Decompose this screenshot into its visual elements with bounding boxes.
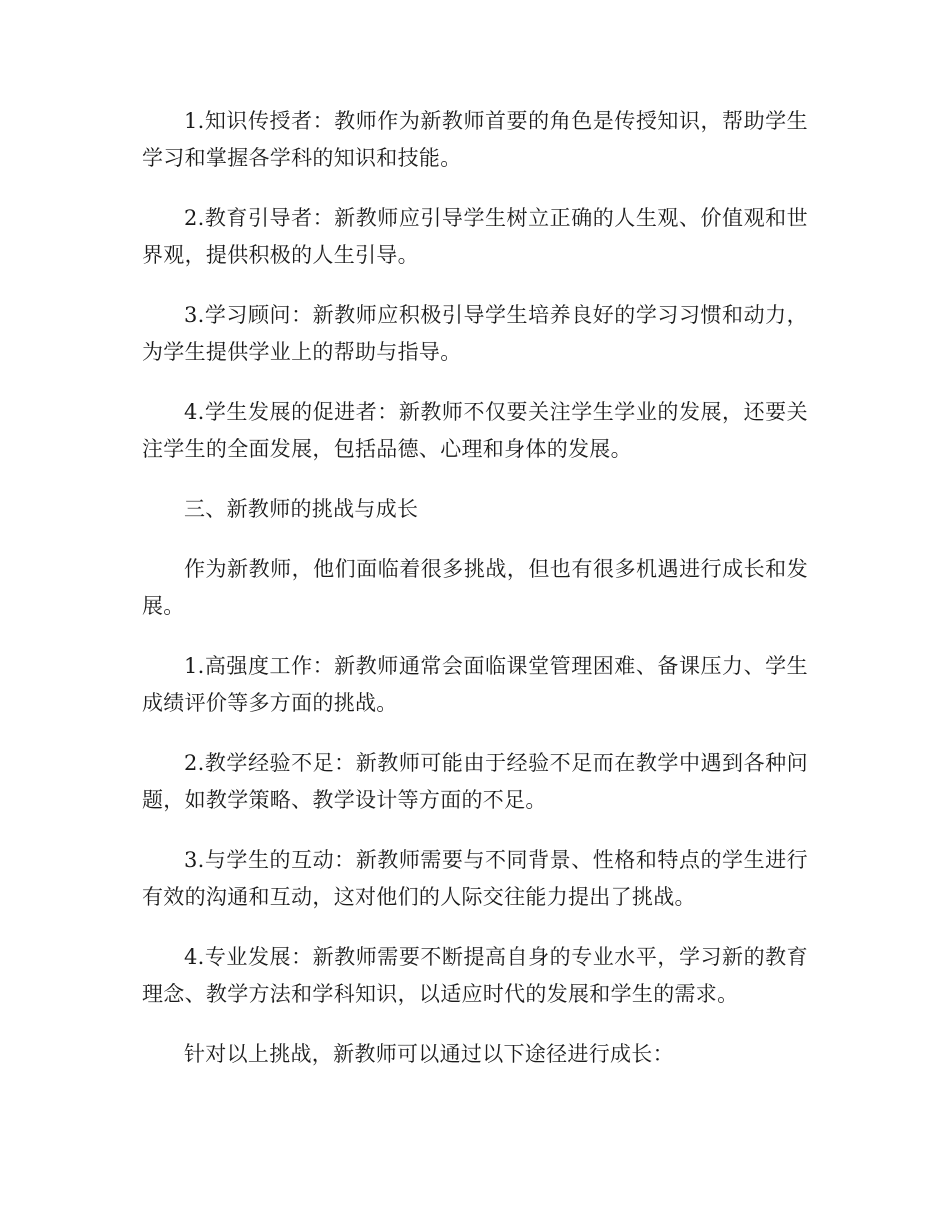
paragraph-role-advisor: 3.学习顾问：新教师应积极引导学生培养良好的学习习惯和动力，为学生提供学业上的帮助与指导。 <box>142 303 808 364</box>
paragraph-growth-paths: 针对以上挑战，新教师可以通过以下途径进行成长： <box>184 1042 674 1066</box>
paragraph-challenge-workload: 1.高强度工作：新教师通常会面临课堂管理困难、备课压力、学生成绩评价等多方面的挑战。 <box>142 654 808 715</box>
paragraph-intro: 作为新教师，他们面临着很多挑战，但也有很多机遇进行成长和发展。 <box>142 557 808 618</box>
paragraph-challenge-development: 4.专业发展：新教师需要不断提高自身的专业水平，学习新的教育理念、教学方法和学科知识，以适应时代的发展和学生的需求。 <box>142 945 808 1006</box>
paragraph-challenge-experience: 2.教学经验不足：新教师可能由于经验不足而在教学中遇到各种问题，如教学策略、教学设计等方面的不足。 <box>142 751 808 812</box>
document-body <box>142 103 808 1096</box>
paragraph-role-knowledge: 1.知识传授者：教师作为新教师首要的角色是传授知识，帮助学生学习和掌握各学科的知识和技能。 <box>142 109 808 170</box>
section-heading: 三、新教师的挑战与成长 <box>184 497 419 521</box>
paragraph-role-guide: 2.教育引导者：新教师应引导学生树立正确的人生观、价值观和世界观，提供积极的人生引导。 <box>142 206 808 267</box>
paragraph-challenge-interaction: 3.与学生的互动：新教师需要与不同背景、性格和特点的学生进行有效的沟通和互动，这对他们的人际交往能力提出了挑战。 <box>142 848 808 909</box>
paragraph-role-promoter: 4.学生发展的促进者：新教师不仅要关注学生学业的发展，还要关注学生的全面发展，包括品德、心理和身体的发展。 <box>142 400 808 461</box>
